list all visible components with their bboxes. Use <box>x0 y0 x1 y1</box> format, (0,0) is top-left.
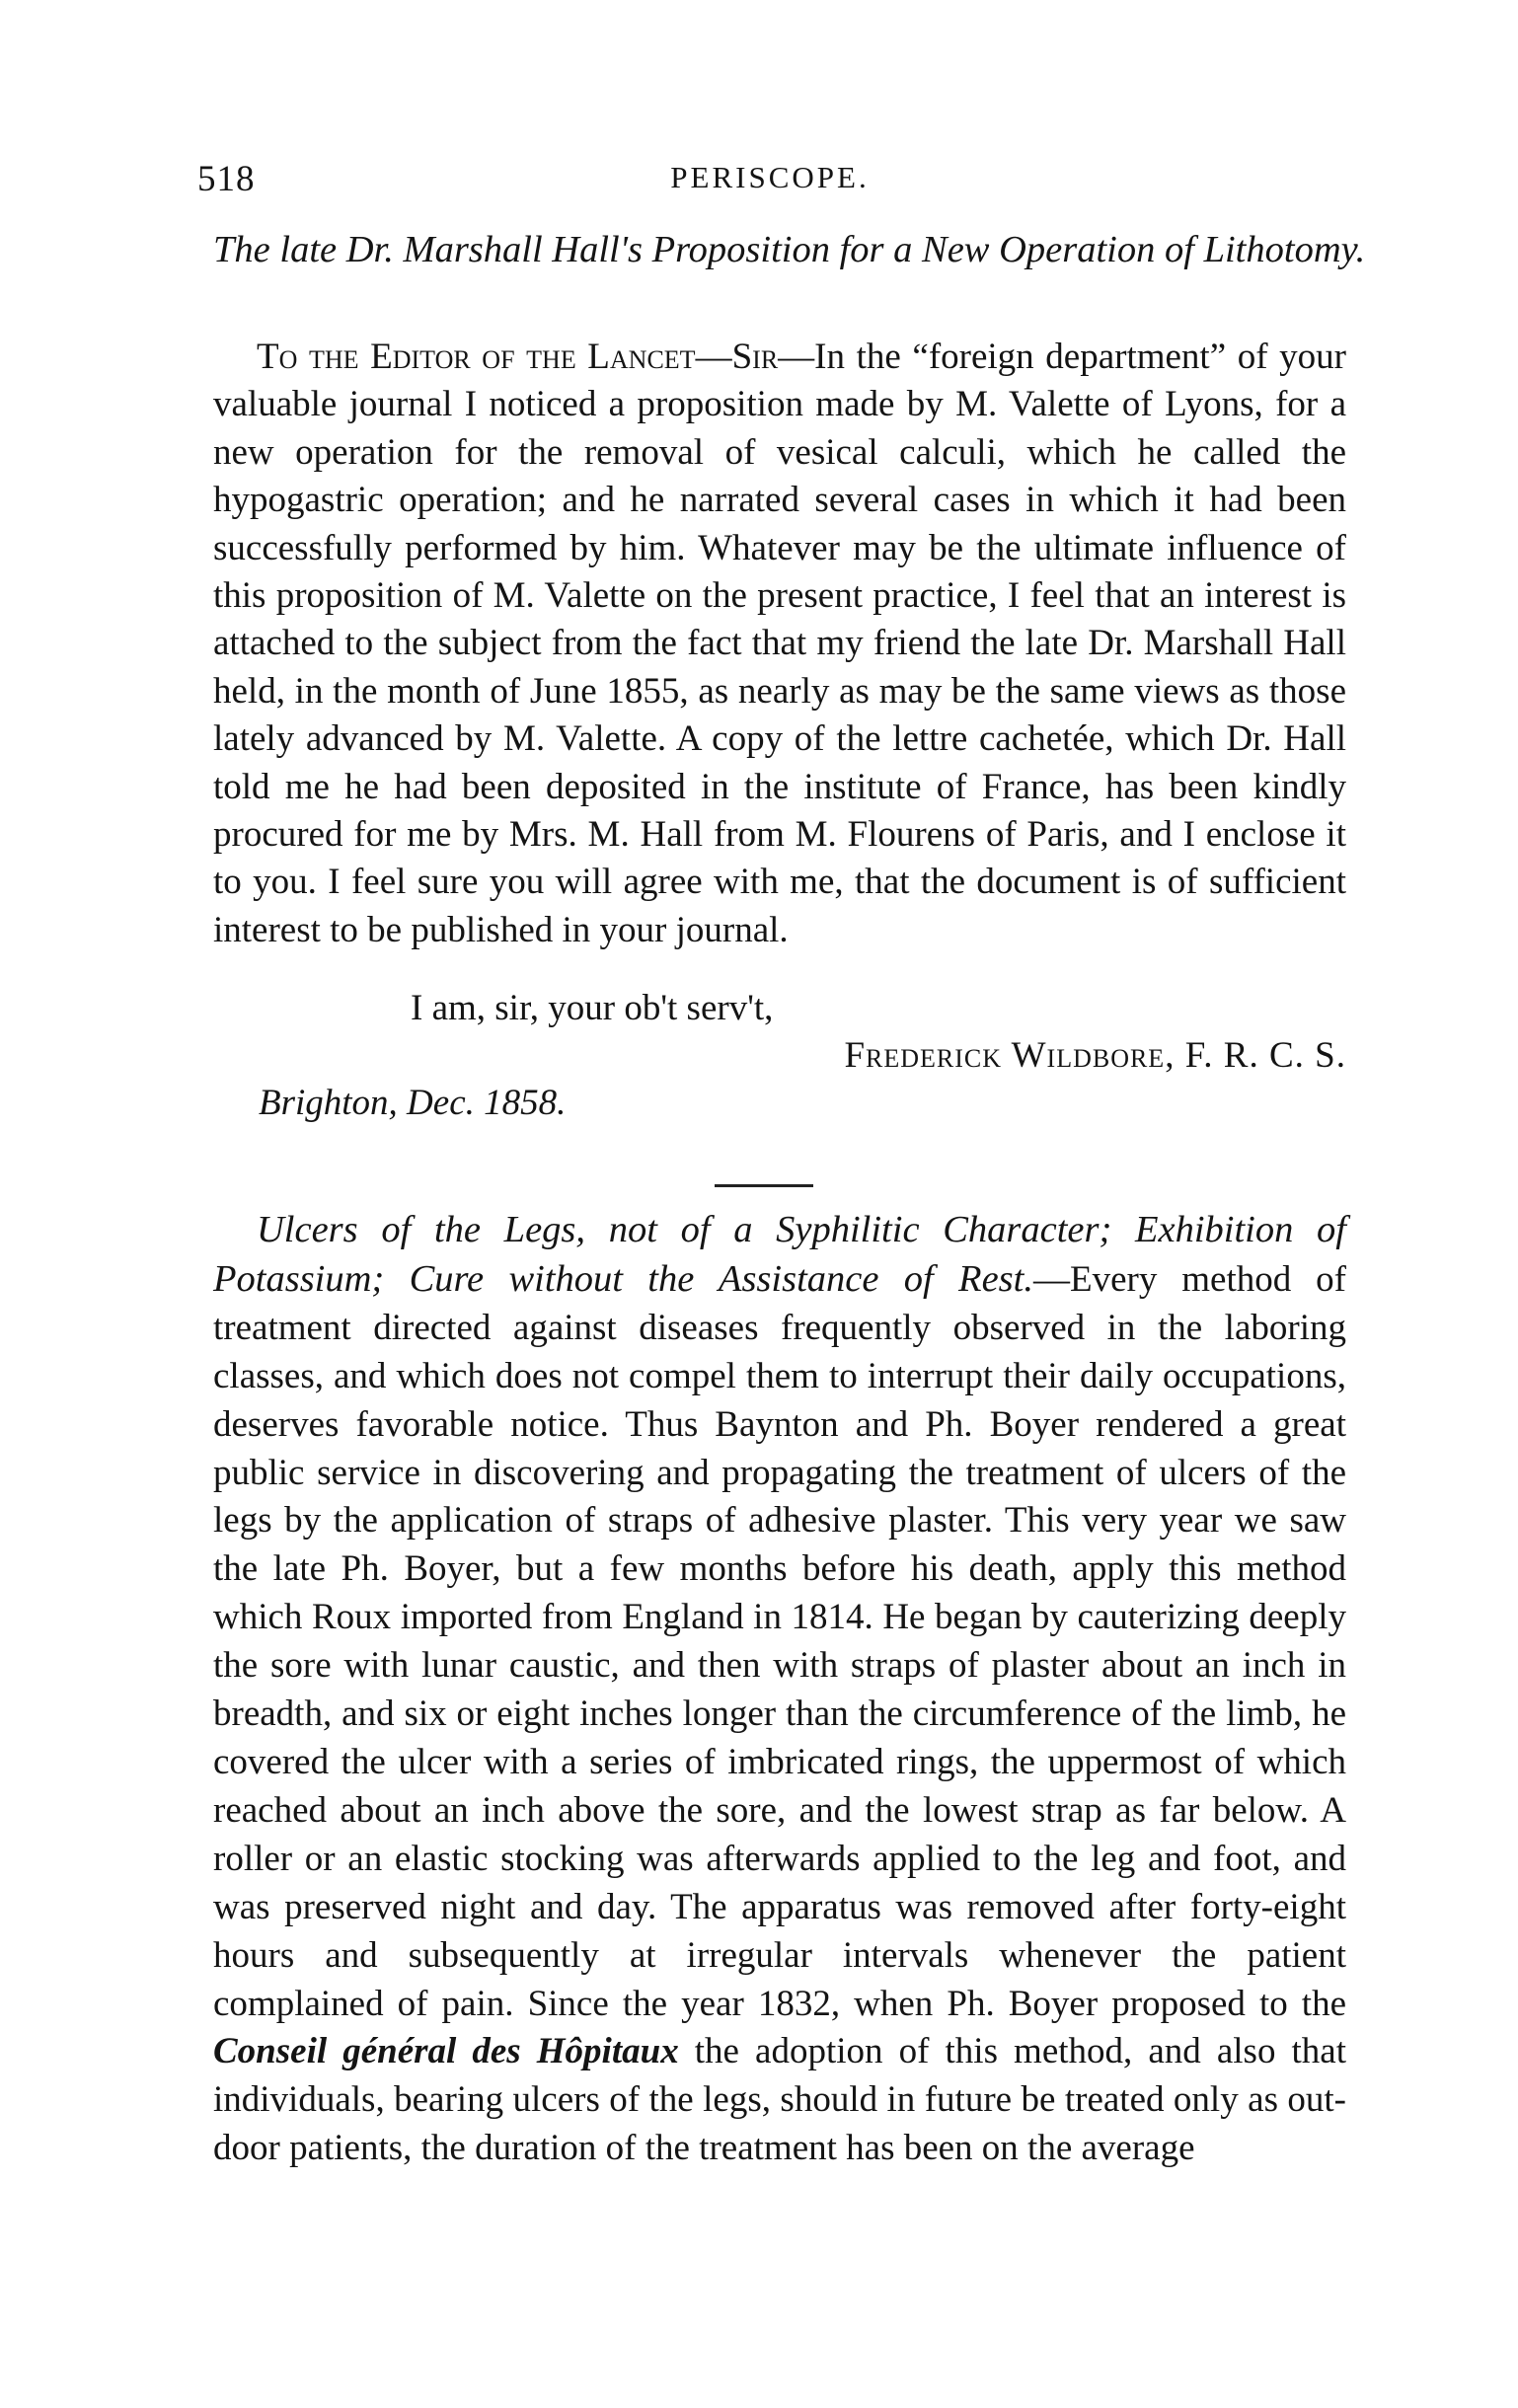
section-divider <box>715 1184 813 1187</box>
salutation: To the Editor of the Lancet <box>257 337 696 377</box>
article-text-continued: the adoption of this method, and also that individuals, bearing ulcers of the legs, should in future be treated only as out-door patients, the duration of the treatment has been on the average <box>213 2031 1346 2169</box>
letter-body <box>213 334 1346 954</box>
letter-signature: Frederick Wildbore, F. R. C. S. <box>844 1035 1346 1076</box>
page-number: 518 <box>197 159 256 199</box>
page-header <box>197 158 1342 207</box>
institution-name: Conseil général des Hôpitaux <box>213 2031 679 2072</box>
letter-dateline <box>259 1082 566 1124</box>
dateline-text: Brighton, Dec. 1858. <box>259 1083 567 1123</box>
article-title: Ulcers of the Legs, not of a Syphilitic Character; Exhibition of Potassium; Cure without the Assistance of Rest. <box>213 1209 1346 1300</box>
article-title: The late Dr. Marshall Hall's Proposition for a New Operation of Lithotomy. <box>213 229 1366 270</box>
letter-closing: I am, sir, your ob't serv't, <box>411 988 774 1028</box>
article-body <box>213 1206 1346 2173</box>
salutation-sir: —Sir— <box>695 337 815 377</box>
letter-text: In the “foreign department” of your valuable journal I noticed a proposition made by M. Valette of Lyons, for a new operation for the removal of vesical calculi, which he called the hypogastric operation; and he narrated several cases in which it had been successfully performed by him. Whatever may be the ultimate influence of this proposition of M. Valette on the present practice, I feel that an interest is attached to the subject from the fact that my friend the late Dr. Marshall Hall held, in the month of June 1855, as nearly as may be the same views as those lately advanced by M. Valette. A copy of the lettre cachetée, which Dr. Hall told me he had been deposited in the institute of France, has been kindly procured for me by Mrs. M. Hall from M. Flourens of Paris, and I enclose it to you. I feel sure you will agree with me, that the document is of sufficient interest to be published in your journal. <box>213 337 1346 950</box>
running-head: PERISCOPE. <box>670 160 870 194</box>
article-text: —Every method of treatment directed against diseases frequently observed in the laboring classes, and which does not compel them to interrupt their daily occupations, deserves favorable notice. Thus Baynton and Ph. Boyer rendered a great public service in discovering and propagating the treatment of ulcers of the legs by the application of straps of adhesive plaster. This very year we saw the late Ph. Boyer, but a few months before his death, apply this method which Roux imported from England in 1814. He began by cauterizing deeply the sore with lunar caustic, and then with straps of plaster about an inch in breadth, and six or eight inches longer than the circumference of the limb, he covered the ulcer with a series of imbricated rings, the uppermost of which reached about an inch above the sore, and the lowest strap as far below. A roller or an elastic stocking was afterwards applied to the leg and foot, and was preserved night and day. The apparatus was removed after forty-eight hours and subsequently at irregular intervals whenever the patient complained of pain. Since the year 1832, when Ph. Boyer proposed to the <box>213 1258 1346 2024</box>
